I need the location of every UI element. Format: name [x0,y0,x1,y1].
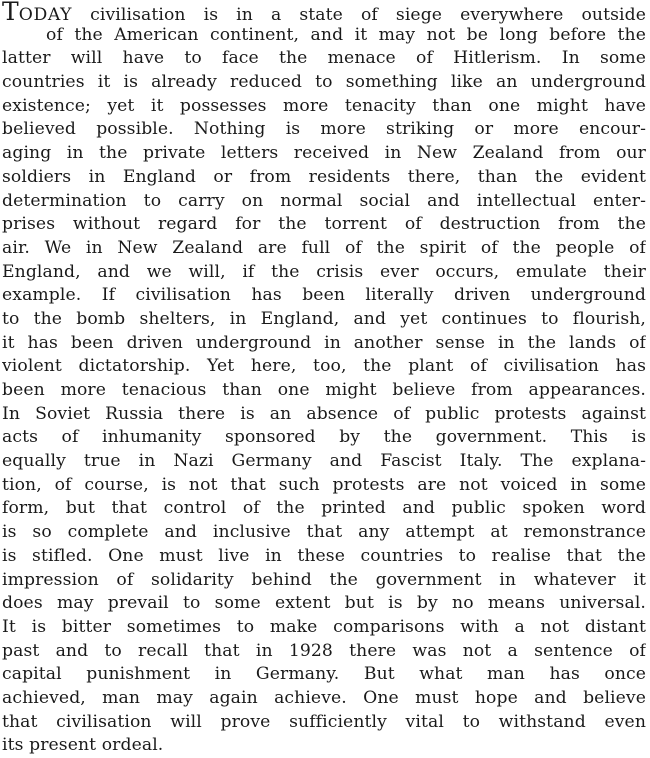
text-line-13: example. If civilisation has been literally driven underground [2,285,646,306]
text-line-12: England, and we will, if the crisis ever occurs, emulate their [2,261,646,282]
text-line-27: It is bitter sometimes to make comparisons with a not distant [2,616,646,637]
text-line-1-rest: civilisation is in a state of siege everywhere outside [72,5,646,24]
text-line-17: been more tenacious than one might believe from appearances. [2,380,646,400]
text-line-14: to the bomb shelters, in England, and yet continues to flourish, [2,308,646,329]
text-line-7: aging in the private letters received in New Zealand from our [2,143,646,164]
text-line-29: capital punishment in Germany. But what man has once [2,664,646,685]
text-line-23: is so complete and inclusive that any attempt at remonstrance [2,522,646,543]
text-line-3: latter will have to face the menace of Hitlerism. In some [2,48,646,69]
text-line-30: achieved, man may again achieve. One must hope and believe [2,687,646,708]
text-line-11: air. We in New Zealand are full of the spirit of the people of [2,237,646,258]
opening-word-rest: ODAY [18,5,73,24]
drop-cap-initial: T [2,0,19,24]
text-line-8: soldiers in England or from residents there, than the evident [2,166,646,187]
text-line-4: countries it is already reduced to something like an underground [2,72,646,93]
text-line-10: prises without regard for the torrent of destruction from the [2,214,646,235]
text-line-18: In Soviet Russia there is an absence of public protests against [2,403,646,424]
text-line-16: violent dictatorship. Yet here, too, the plant of civilisation has [2,356,646,377]
text-line-26: does may prevail to some extent but is by no means universal. [2,593,646,614]
text-line-25: impression of solidarity behind the government in whatever it [2,569,646,590]
text-line-31: that civilisation will prove sufficiently vital to withstand even [2,711,646,732]
text-line-2: of the American continent, and it may not be long before the [46,24,646,45]
text-line-5: existence; yet it possesses more tenacity than one might have [2,95,646,116]
text-line-22: form, but that control of the printed and public spoken word [2,498,646,519]
text-line-9: determination to carry on normal social and intellectual enter- [2,190,646,211]
text-line-20: equally true in Nazi Germany and Fascist Italy. The explana- [2,451,646,472]
text-line-19: acts of inhumanity sponsored by the government. This is [2,427,646,448]
text-line-28: past and to recall that in 1928 there was not a sentence of [2,640,646,661]
text-line-15: it has been driven underground in another sense in the lands of [2,332,646,353]
text-line-1 [2,0,646,24]
text-line-21: tion, of course, is not that such protests are not voiced in some [2,474,646,495]
text-line-24: is stifled. One must live in these countries to realise that the [2,545,646,566]
text-line-6: believed possible. Nothing is more striking or more encour- [2,119,646,140]
text-line-32: its present ordeal. [2,735,164,756]
